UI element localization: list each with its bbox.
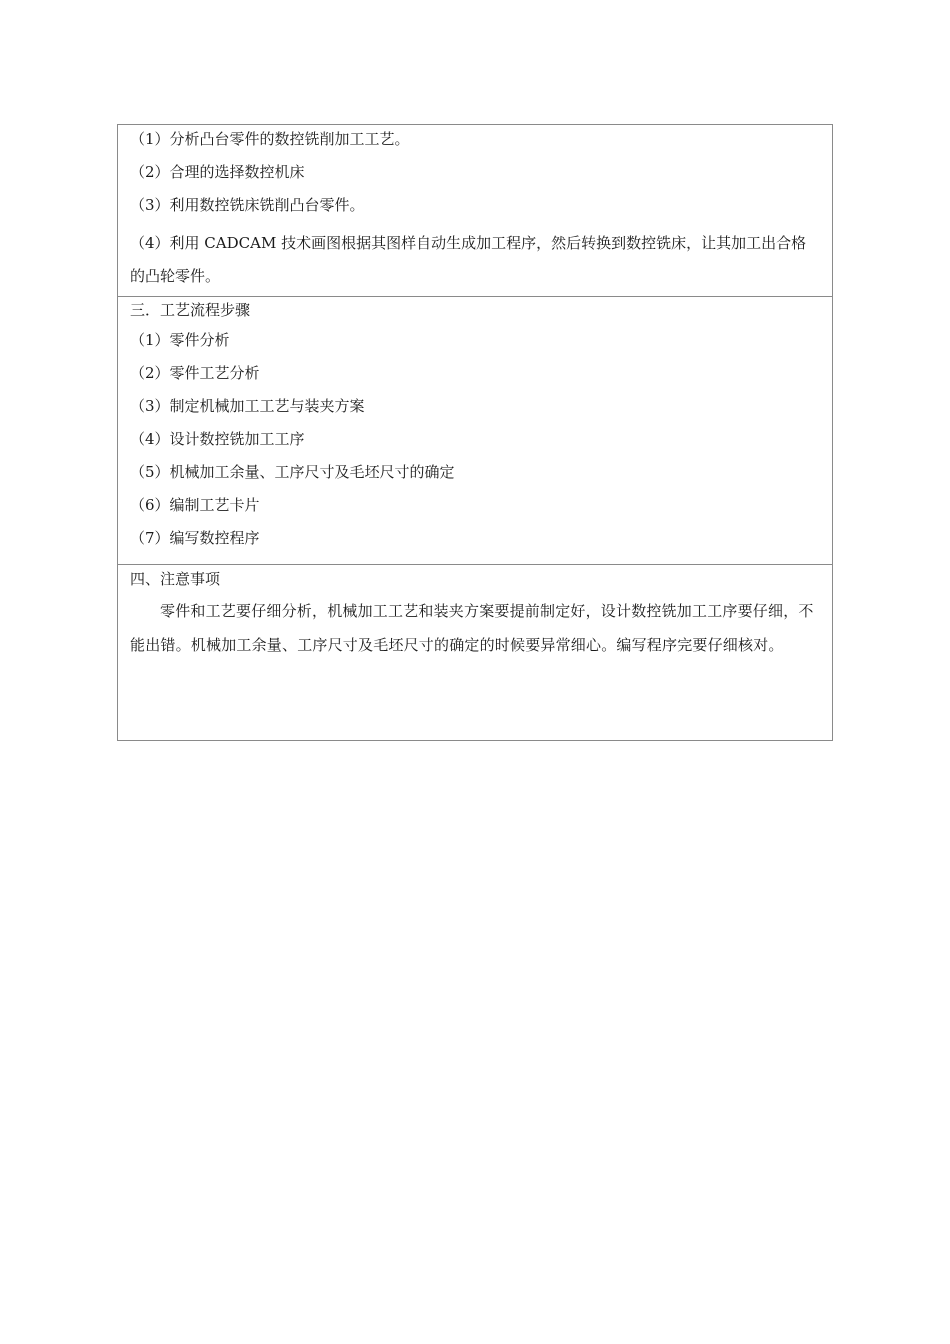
process-step: （7）编写数控程序: [130, 529, 260, 547]
goal-item: （1）分析凸台零件的数控铣削加工工艺。: [130, 130, 410, 148]
section-heading: 三．工艺流程步骤: [130, 301, 251, 319]
goals-cell: [118, 125, 832, 297]
document-table: [117, 124, 833, 741]
process-cell: [118, 297, 832, 565]
goal-item: （2）合理的选择数控机床: [130, 163, 305, 181]
process-step: （3）制定机械加工工艺与装夹方案: [130, 397, 365, 415]
process-step: （6）编制工艺卡片: [130, 496, 260, 514]
process-step: （4）设计数控铣加工工序: [130, 430, 305, 448]
goal-item: （3）利用数控铣床铣削凸台零件。: [130, 196, 365, 214]
goal-item: （4）利用 CADCAM 技术画图根据其图样自动生成加工程序，然后转换到数控铣床，让其加工出合格的凸轮零件。: [130, 234, 807, 285]
notes-cell: [118, 565, 832, 740]
process-step: （1）零件分析: [130, 331, 230, 349]
section-heading: 四、注意事项: [130, 570, 221, 588]
process-step: （2）零件工艺分析: [130, 364, 260, 382]
notes-paragraph: 零件和工艺要仔细分析，机械加工工艺和装夹方案要提前制定好，设计数控铣加工工序要仔细，不能出错。机械加工余量、工序尺寸及毛坯尺寸的确定的时候要异常细心。编写程序完要仔细核对。: [130, 602, 814, 654]
process-step: （5）机械加工余量、工序尺寸及毛坯尺寸的确定: [130, 463, 455, 481]
